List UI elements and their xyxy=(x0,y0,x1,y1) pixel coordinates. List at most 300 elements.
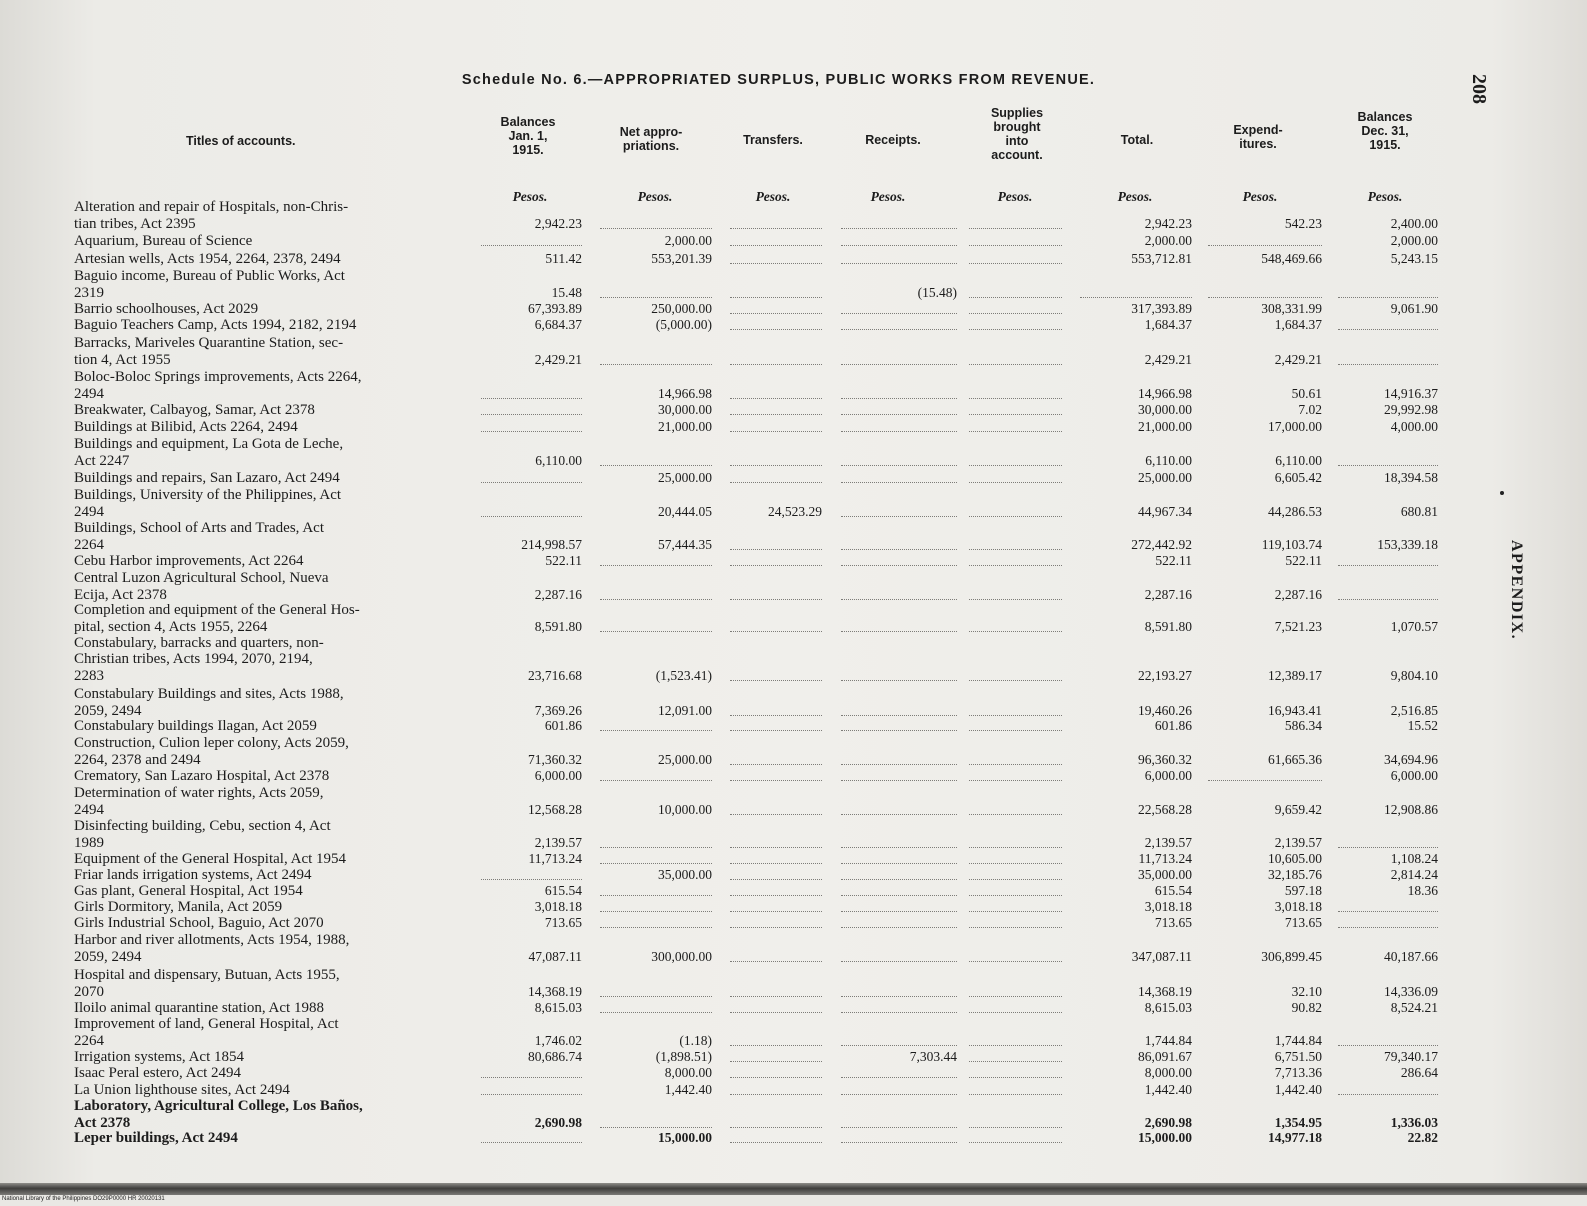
account-title: Buildings, School of Arts and Trades, Act 2264 xyxy=(74,520,325,553)
leader-dots xyxy=(841,1077,957,1078)
leader-dots xyxy=(841,1012,957,1013)
leader-dots xyxy=(841,1142,957,1143)
cell-bal-dec: 15.52 xyxy=(1407,718,1438,733)
cell-total: 1,442.40 xyxy=(1144,1082,1192,1097)
cell-expend: 10,605.00 xyxy=(1268,851,1322,866)
cell-bal-jan: 511.42 xyxy=(545,251,582,266)
table-row xyxy=(0,417,1587,436)
cell-bal-jan: 1,746.02 xyxy=(534,1033,582,1048)
cell-bal-dec: 1,108.24 xyxy=(1390,851,1438,866)
cell-expend: 548,469.66 xyxy=(1261,251,1322,266)
cell-total: 2,287.16 xyxy=(1144,587,1192,602)
cell-bal-jan: 6,000.00 xyxy=(534,768,582,783)
header-transfers: Transfers. xyxy=(743,133,803,147)
leader-dots xyxy=(969,465,1062,466)
cell-receipts: 7,303.44 xyxy=(909,1049,957,1064)
cell-expend: 1,744.84 xyxy=(1274,1033,1322,1048)
leader-dots xyxy=(841,364,957,365)
leader-dots xyxy=(969,680,1062,681)
cell-expend: 2,287.16 xyxy=(1274,587,1322,602)
header-receipts: Receipts. xyxy=(865,133,921,147)
leader-dots xyxy=(730,1094,822,1095)
leader-dots xyxy=(969,730,1062,731)
table-row xyxy=(0,930,1587,965)
unit-expend: Pesos. xyxy=(1242,189,1278,204)
cell-expend: 17,000.00 xyxy=(1268,419,1322,434)
account-title: Cebu Harbor improvements, Act 2264 xyxy=(74,552,304,569)
cell-expend: 61,665.36 xyxy=(1268,752,1322,767)
leader-dots xyxy=(969,482,1062,483)
cell-net-app: 10,000.00 xyxy=(658,802,712,817)
leader-dots xyxy=(969,1142,1062,1143)
table-row xyxy=(0,249,1587,268)
leader-dots xyxy=(969,814,1062,815)
table-row xyxy=(0,684,1587,719)
leader-dots xyxy=(969,961,1062,962)
leader-dots xyxy=(730,730,822,731)
leader-dots xyxy=(841,516,957,517)
account-title: Improvement of land, General Hospital, Act 2264 xyxy=(74,1016,339,1049)
leader-dots xyxy=(841,482,957,483)
cell-expend: 16,943.41 xyxy=(1268,703,1322,718)
account-title: Buildings at Bilibid, Acts 2264, 2494 xyxy=(74,418,298,435)
table-row xyxy=(0,733,1587,768)
leader-dots xyxy=(481,1094,582,1095)
cell-expend: 522.11 xyxy=(1285,553,1322,568)
leader-dots xyxy=(730,680,822,681)
cell-total: 317,393.89 xyxy=(1131,301,1192,316)
cell-bal-dec: 12,908.86 xyxy=(1384,802,1438,817)
header-balances-jan: Balances Jan. 1, 1915. xyxy=(500,115,556,157)
cell-expend: 7,713.36 xyxy=(1274,1065,1322,1080)
leader-dots xyxy=(600,364,712,365)
table-row xyxy=(0,1128,1587,1147)
table-row xyxy=(0,1014,1587,1049)
leader-dots xyxy=(969,1077,1062,1078)
account-title: Iloilo animal quarantine station, Act 1988 xyxy=(74,999,324,1016)
table-row xyxy=(0,315,1587,334)
cell-bal-dec: 14,916.37 xyxy=(1384,386,1438,401)
cell-expend: 2,429.21 xyxy=(1274,352,1322,367)
cell-expend: 586.34 xyxy=(1284,718,1322,733)
leader-dots xyxy=(730,565,822,566)
account-title: Central Luzon Agricultural School, Nueva Ecija, Act 2378 xyxy=(74,570,329,603)
cell-total: 21,000.00 xyxy=(1138,419,1192,434)
account-title: Hospital and dispensary, Butuan, Acts 1955, 2070 xyxy=(74,967,340,1000)
cell-total: 14,368.19 xyxy=(1138,984,1192,999)
leader-dots xyxy=(730,364,822,365)
cell-bal-jan: 601.86 xyxy=(544,718,582,733)
account-title: Baguio income, Bureau of Public Works, Act 2319 xyxy=(74,268,345,301)
account-title: Barrio schoolhouses, Act 2029 xyxy=(74,300,259,317)
table-row xyxy=(0,266,1587,301)
cell-total: 86,091.67 xyxy=(1138,1049,1192,1064)
table-row xyxy=(0,816,1587,851)
page-number: 208 xyxy=(1468,74,1490,104)
cell-bal-jan: 11,713.24 xyxy=(528,851,582,866)
leader-dots xyxy=(600,565,712,566)
cell-net-app: 21,000.00 xyxy=(658,419,712,434)
leader-dots xyxy=(600,228,712,229)
cell-bal-jan: 8,591.80 xyxy=(534,619,582,634)
leader-dots xyxy=(1208,245,1322,246)
cell-bal-jan: 2,287.16 xyxy=(534,587,582,602)
header-net-appropriations: Net appro- priations. xyxy=(619,125,683,153)
account-title: Girls Dormitory, Manila, Act 2059 xyxy=(74,898,283,915)
cell-total: 14,966.98 xyxy=(1138,386,1192,401)
leader-dots xyxy=(841,465,957,466)
leader-dots xyxy=(600,927,712,928)
table-row xyxy=(0,518,1587,553)
leader-dots xyxy=(600,465,712,466)
cell-total: 2,429.21 xyxy=(1144,352,1192,367)
cell-bal-jan: 2,942.23 xyxy=(534,216,582,231)
cell-net-app: 2,000.00 xyxy=(664,233,712,248)
cell-total: 8,615.03 xyxy=(1144,1000,1192,1015)
cell-expend: 6,605.42 xyxy=(1274,470,1322,485)
table-row xyxy=(0,1096,1587,1131)
leader-dots xyxy=(730,961,822,962)
table-row xyxy=(0,600,1587,635)
cell-total: 3,018.18 xyxy=(1144,899,1192,914)
account-title: Aquarium, Bureau of Science xyxy=(74,232,253,249)
leader-dots xyxy=(730,329,822,330)
header-supplies: Supplies brought into account. xyxy=(990,106,1044,162)
leader-dots xyxy=(969,245,1062,246)
cell-bal-jan: 71,360.32 xyxy=(528,752,582,767)
header-titles-of-accounts: Titles of accounts. xyxy=(186,134,296,148)
leader-dots xyxy=(969,364,1062,365)
cell-bal-jan: 15.48 xyxy=(551,285,582,300)
cell-expend: 713.65 xyxy=(1284,915,1322,930)
leader-dots xyxy=(730,414,822,415)
cell-bal-jan: 6,684.37 xyxy=(534,317,582,332)
cell-total: 35,000.00 xyxy=(1138,867,1192,882)
account-title: Irrigation systems, Act 1854 xyxy=(74,1048,244,1065)
cell-bal-dec: 79,340.17 xyxy=(1384,1049,1438,1064)
cell-total: 553,712.81 xyxy=(1131,251,1192,266)
leader-dots xyxy=(730,482,822,483)
cell-net-app: 300,000.00 xyxy=(651,949,712,964)
leader-dots xyxy=(841,228,957,229)
leader-dots xyxy=(730,1077,822,1078)
account-title: Artesian wells, Acts 1954, 2264, 2378, 2494 xyxy=(74,250,341,267)
cell-total: 2,690.98 xyxy=(1144,1115,1192,1130)
leader-dots xyxy=(969,780,1062,781)
unit-transfers: Pesos. xyxy=(755,189,791,204)
account-title: La Union lighthouse sites, Act 2494 xyxy=(74,1081,290,1098)
cell-bal-dec: 9,061.90 xyxy=(1390,301,1438,316)
account-title: Boloc-Boloc Springs improvements, Acts 2264, 2494 xyxy=(74,369,362,402)
leader-dots xyxy=(969,1094,1062,1095)
cell-bal-jan: 2,429.21 xyxy=(534,352,582,367)
account-title: Buildings, University of the Philippines, Act 2494 xyxy=(74,487,342,520)
cell-total: 30,000.00 xyxy=(1138,402,1192,417)
cell-net-app: 15,000.00 xyxy=(658,1130,712,1145)
leader-dots xyxy=(841,414,957,415)
schedule-title: Schedule No. 6.—APPROPRIATED SURPLUS, PUBLIC WORKS FROM REVENUE. xyxy=(461,72,1096,88)
leader-dots xyxy=(481,245,582,246)
leader-dots xyxy=(1338,565,1438,566)
cell-bal-dec: 5,243.15 xyxy=(1390,251,1438,266)
cell-total: 522.11 xyxy=(1155,553,1192,568)
cell-total: 11,713.24 xyxy=(1138,851,1192,866)
header-expenditures: Expend- itures. xyxy=(1233,123,1283,151)
cell-bal-jan: 8,615.03 xyxy=(534,1000,582,1015)
account-title: Isaac Peral estero, Act 2494 xyxy=(74,1064,242,1081)
leader-dots xyxy=(730,1012,822,1013)
cell-bal-dec: 18,394.58 xyxy=(1384,470,1438,485)
account-title: Buildings and equipment, La Gota de Leche, Act 2247 xyxy=(74,436,344,469)
leader-dots xyxy=(841,680,957,681)
leader-dots xyxy=(481,482,582,483)
cell-net-app: 8,000.00 xyxy=(664,1065,712,1080)
leader-dots xyxy=(730,1142,822,1143)
cell-net-app: (1,898.51) xyxy=(655,1049,712,1064)
cell-bal-dec: 22.82 xyxy=(1407,1130,1438,1145)
account-title: Laboratory, Agricultural College, Los Baños, Act 2378 xyxy=(74,1098,363,1131)
cell-expend: 9,659.42 xyxy=(1274,802,1322,817)
cell-total: 1,684.37 xyxy=(1144,317,1192,332)
leader-dots xyxy=(969,1012,1062,1013)
cell-bal-dec: 680.81 xyxy=(1400,504,1438,519)
cell-total: 2,139.57 xyxy=(1144,835,1192,850)
cell-bal-dec: 9,804.10 xyxy=(1390,668,1438,683)
cell-total: 8,000.00 xyxy=(1144,1065,1192,1080)
cell-expend: 44,286.53 xyxy=(1268,504,1322,519)
table-row xyxy=(0,231,1587,250)
cell-expend: 50.61 xyxy=(1291,386,1322,401)
leader-dots xyxy=(600,1012,712,1013)
leader-dots xyxy=(841,329,957,330)
leader-dots xyxy=(481,1142,582,1143)
account-title: Girls Industrial School, Baguio, Act 2070 xyxy=(74,914,324,931)
cell-bal-dec: 6,000.00 xyxy=(1390,768,1438,783)
cell-bal-jan: 80,686.74 xyxy=(528,1049,582,1064)
cell-total: 2,942.23 xyxy=(1144,216,1192,231)
scan-edge xyxy=(0,1183,1587,1195)
table-row xyxy=(0,1063,1587,1082)
account-title: Disinfecting building, Cebu, section 4, Act 1989 xyxy=(74,818,331,851)
header-total: Total. xyxy=(1120,133,1154,147)
leader-dots xyxy=(1338,1094,1438,1095)
cell-expend: 597.18 xyxy=(1284,883,1322,898)
table-row xyxy=(0,551,1587,570)
account-title: Constabulary, barracks and quarters, non- Christian tribes, Acts 1994, 2070, 2194, 2283 xyxy=(74,634,324,684)
unit-total: Pesos. xyxy=(1117,189,1153,204)
table-row xyxy=(0,468,1587,487)
leader-dots xyxy=(841,565,957,566)
cell-bal-jan: 522.11 xyxy=(545,553,582,568)
cell-bal-jan: 47,087.11 xyxy=(528,949,582,964)
leader-dots xyxy=(730,814,822,815)
account-title: Construction, Culion leper colony, Acts 2059, 2264, 2378 and 2494 xyxy=(74,735,349,768)
cell-bal-jan: 2,139.57 xyxy=(534,835,582,850)
cell-expend: 7,521.23 xyxy=(1274,619,1322,634)
cell-bal-jan: 23,716.68 xyxy=(528,668,582,683)
account-title: Gas plant, General Hospital, Act 1954 xyxy=(74,882,303,899)
cell-bal-dec: 1,336.03 xyxy=(1390,1115,1438,1130)
cell-bal-dec: 40,187.66 xyxy=(1384,949,1438,964)
cell-expend: 2,139.57 xyxy=(1274,835,1322,850)
table-row xyxy=(0,568,1587,603)
leader-dots xyxy=(481,1077,582,1078)
table-row xyxy=(0,716,1587,735)
cell-total: 6,110.00 xyxy=(1145,453,1192,468)
account-title: Baguio Teachers Camp, Acts 1994, 2182, 2194 xyxy=(74,316,357,333)
cell-transfers: 24,523.29 xyxy=(768,504,822,519)
cell-bal-dec: 4,000.00 xyxy=(1390,419,1438,434)
cell-net-app: 20,444.05 xyxy=(658,504,712,519)
table-row xyxy=(0,766,1587,785)
leader-dots xyxy=(1208,780,1322,781)
cell-net-app: 553,201.39 xyxy=(651,251,712,266)
cell-total: 22,193.27 xyxy=(1138,668,1192,683)
leader-dots xyxy=(969,565,1062,566)
leader-dots xyxy=(481,516,582,517)
cell-net-app: 12,091.00 xyxy=(658,703,712,718)
cell-expend: 306,899.45 xyxy=(1261,949,1322,964)
cell-bal-jan: 67,393.89 xyxy=(528,301,582,316)
cell-bal-jan: 14,368.19 xyxy=(528,984,582,999)
cell-bal-jan: 214,998.57 xyxy=(521,537,582,552)
cell-expend: 308,331.99 xyxy=(1261,301,1322,316)
cell-bal-dec: 2,000.00 xyxy=(1390,233,1438,248)
cell-bal-dec: 29,992.98 xyxy=(1384,402,1438,417)
cell-expend: 1,684.37 xyxy=(1274,317,1322,332)
cell-total: 25,000.00 xyxy=(1138,470,1192,485)
unit-supplies: Pesos. xyxy=(997,189,1033,204)
table-row xyxy=(0,633,1587,685)
cell-total: 22,568.28 xyxy=(1138,802,1192,817)
cell-total: 15,000.00 xyxy=(1138,1130,1192,1145)
account-title: Crematory, San Lazaro Hospital, Act 2378 xyxy=(74,767,330,784)
cell-expend: 32.10 xyxy=(1291,984,1322,999)
leader-dots xyxy=(841,780,957,781)
account-title: Leper buildings, Act 2494 xyxy=(74,1129,238,1146)
cell-bal-dec: 2,814.24 xyxy=(1390,867,1438,882)
cell-expend: 3,018.18 xyxy=(1274,899,1322,914)
cell-net-app: 57,444.35 xyxy=(658,537,712,552)
cell-bal-dec: 2,400.00 xyxy=(1390,216,1438,231)
cell-expend: 14,977.18 xyxy=(1268,1130,1322,1145)
leader-dots xyxy=(841,961,957,962)
leader-dots xyxy=(481,431,582,432)
cell-total: 96,360.32 xyxy=(1138,752,1192,767)
cell-total: 6,000.00 xyxy=(1144,768,1192,783)
header-balances-dec: Balances Dec. 31, 1915. xyxy=(1357,110,1413,152)
leader-dots xyxy=(730,263,822,264)
cell-bal-dec: 8,524.21 xyxy=(1390,1000,1438,1015)
leader-dots xyxy=(841,730,957,731)
account-title: Breakwater, Calbayog, Samar, Act 2378 xyxy=(74,401,315,418)
unit-bal-jan: Pesos. xyxy=(512,189,548,204)
cell-expend: 1,442.40 xyxy=(1274,1082,1322,1097)
table-row xyxy=(0,434,1587,469)
leader-dots xyxy=(969,927,1062,928)
cell-total: 347,087.11 xyxy=(1131,949,1192,964)
cell-net-app: 35,000.00 xyxy=(658,867,712,882)
cell-net-app: (5,000.00) xyxy=(655,317,712,332)
cell-expend: 7.02 xyxy=(1298,402,1322,417)
leader-dots xyxy=(730,228,822,229)
cell-bal-jan: 3,018.18 xyxy=(534,899,582,914)
leader-dots xyxy=(1338,329,1438,330)
cell-net-app: (1.18) xyxy=(679,1033,712,1048)
cell-total: 615.54 xyxy=(1154,883,1192,898)
cell-bal-jan: 615.54 xyxy=(544,883,582,898)
table-row xyxy=(0,197,1587,232)
cell-bal-dec: 286.64 xyxy=(1400,1065,1438,1080)
table-row xyxy=(0,783,1587,818)
unit-bal-dec: Pesos. xyxy=(1367,189,1403,204)
account-title: Equipment of the General Hospital, Act 1954 xyxy=(74,850,347,867)
leader-dots xyxy=(730,245,822,246)
leader-dots xyxy=(730,780,822,781)
leader-dots xyxy=(600,730,712,731)
cell-total: 19,460.26 xyxy=(1138,703,1192,718)
account-title: Friar lands irrigation systems, Act 2494 xyxy=(74,866,312,883)
leader-dots xyxy=(841,245,957,246)
leader-dots xyxy=(730,927,822,928)
cell-bal-dec: 34,694.96 xyxy=(1384,752,1438,767)
leader-dots xyxy=(481,414,582,415)
cell-net-app: 1,442.40 xyxy=(664,1082,712,1097)
leader-dots xyxy=(1338,465,1438,466)
leader-dots xyxy=(730,465,822,466)
leader-dots xyxy=(841,263,957,264)
cell-expend: 90.82 xyxy=(1291,1000,1322,1015)
cell-bal-jan: 713.65 xyxy=(544,915,582,930)
table-row xyxy=(0,965,1587,1000)
leader-dots xyxy=(1338,927,1438,928)
leader-dots xyxy=(969,414,1062,415)
leader-dots xyxy=(841,814,957,815)
table-row xyxy=(0,400,1587,419)
cell-bal-dec: 1,070.57 xyxy=(1390,619,1438,634)
leader-dots xyxy=(841,431,957,432)
leader-dots xyxy=(600,780,712,781)
leader-dots xyxy=(1338,364,1438,365)
cell-total: 1,744.84 xyxy=(1144,1033,1192,1048)
account-title: Determination of water rights, Acts 2059, 2494 xyxy=(74,785,324,818)
footer-credit: National Library of the Philippines DO29P0000 HR 20020131 xyxy=(2,1196,165,1202)
cell-bal-dec: 18.36 xyxy=(1407,883,1438,898)
cell-bal-jan: 2,690.98 xyxy=(534,1115,582,1130)
cell-receipts: (15.48) xyxy=(917,285,957,300)
cell-net-app: 25,000.00 xyxy=(658,752,712,767)
account-title: Barracks, Mariveles Quarantine Station, sec- tion 4, Act 1955 xyxy=(74,335,344,368)
leader-dots xyxy=(969,329,1062,330)
cell-bal-dec: 2,516.85 xyxy=(1390,703,1438,718)
appendix-side-label: APPENDIX. xyxy=(1508,540,1525,641)
unit-net-app: Pesos. xyxy=(637,189,673,204)
cell-expend: 6,751.50 xyxy=(1274,1049,1322,1064)
cell-total: 601.86 xyxy=(1154,718,1192,733)
cell-total: 713.65 xyxy=(1154,915,1192,930)
cell-total: 44,967.34 xyxy=(1138,504,1192,519)
cell-net-app: 30,000.00 xyxy=(658,402,712,417)
account-title: Constabulary Buildings and sites, Acts 1988, 2059, 2494 xyxy=(74,686,344,719)
table-row xyxy=(0,913,1587,932)
unit-receipts: Pesos. xyxy=(870,189,906,204)
cell-expend: 119,103.74 xyxy=(1261,537,1322,552)
leader-dots xyxy=(969,263,1062,264)
leader-dots xyxy=(969,228,1062,229)
account-title: Alteration and repair of Hospitals, non-Chris- tian tribes, Act 2395 xyxy=(74,199,349,232)
account-title: Constabulary buildings Ilagan, Act 2059 xyxy=(74,717,317,734)
cell-net-app: 25,000.00 xyxy=(658,470,712,485)
